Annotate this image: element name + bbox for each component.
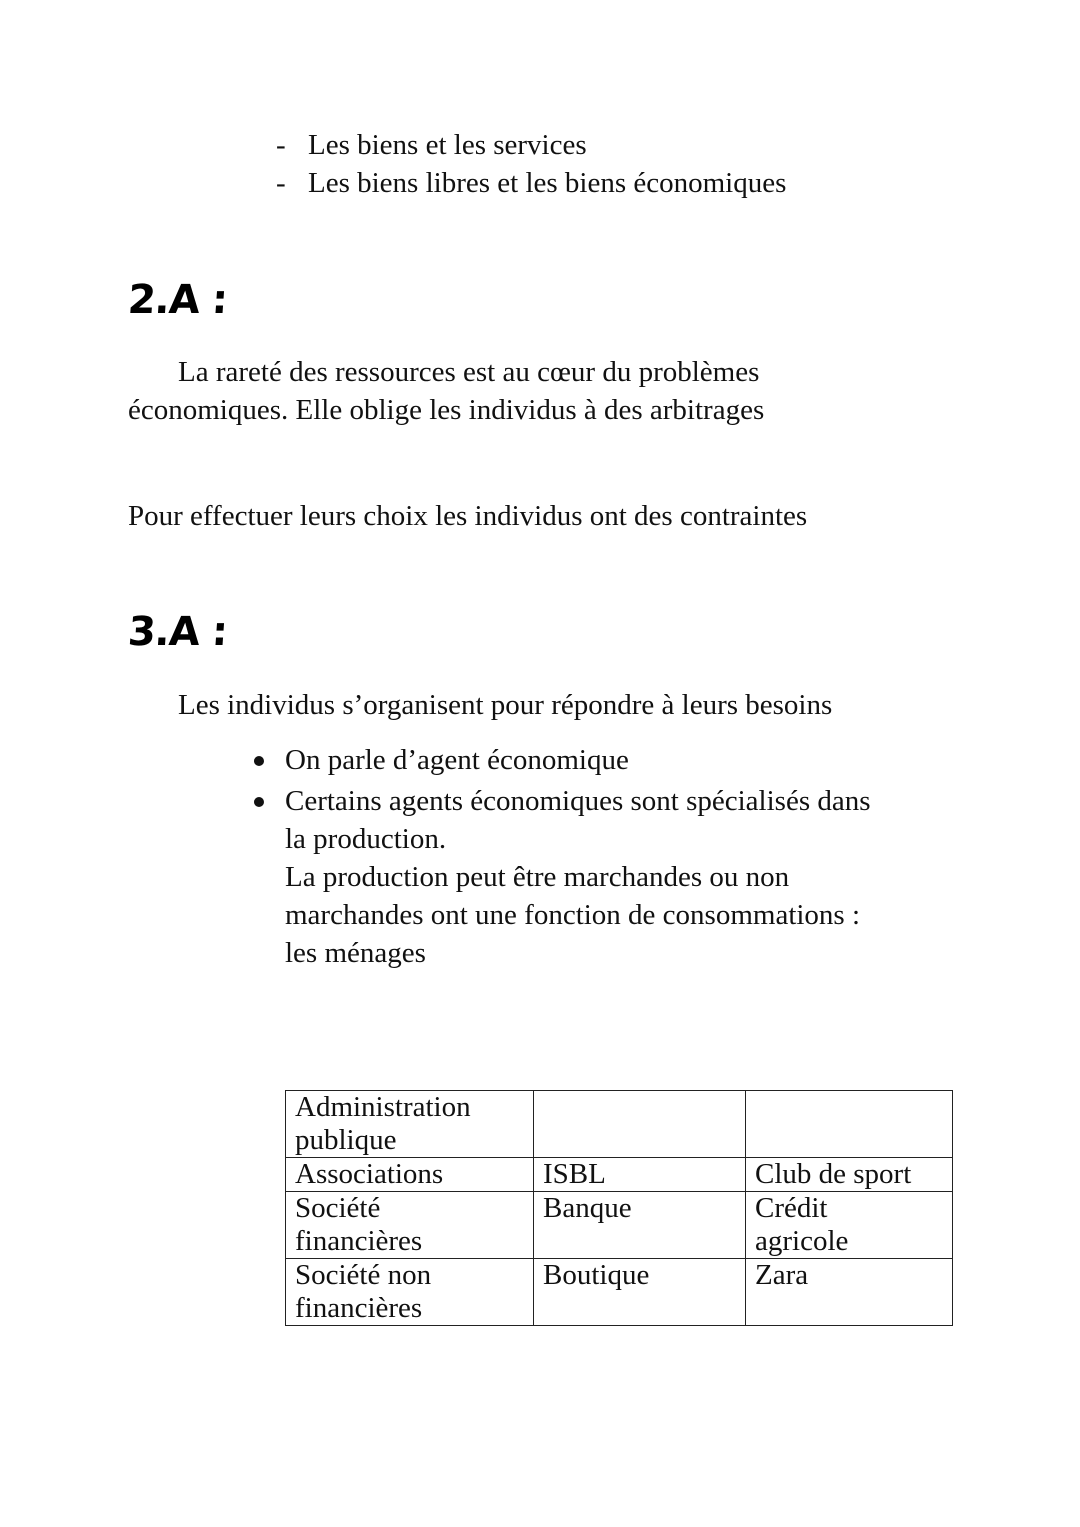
list-item-line: La production peut être marchandes ou non (285, 861, 790, 893)
paragraph-line: économiques. Elle oblige les individus à des arbitrages (128, 394, 765, 426)
section-heading-3a: 3.A : (126, 609, 229, 655)
list-item-line: les ménages (285, 937, 426, 969)
table-cell: Société financières (286, 1192, 534, 1259)
table-cell: Zara (746, 1259, 953, 1326)
list-item: Les biens et les services (308, 129, 587, 161)
table-row (286, 1091, 953, 1158)
bullet-dot-icon (254, 797, 264, 807)
table-cell: Associations (286, 1158, 534, 1192)
paragraph: Les individus s’organisent pour répondre à leurs besoins (178, 689, 833, 721)
bullet-dot-icon (254, 756, 264, 766)
table-cell: Crédit agricole (746, 1192, 953, 1259)
paragraph-line: La rareté des ressources est au cœur du problèmes (178, 356, 760, 388)
table-cell: Administration publique (286, 1091, 534, 1158)
dash-marker: - (276, 167, 286, 199)
dash-marker: - (276, 129, 286, 161)
table-cell (746, 1091, 953, 1158)
table-cell (534, 1091, 746, 1158)
paragraph: Pour effectuer leurs choix les individus ont des contraintes (128, 500, 808, 532)
list-item-line: Certains agents économiques sont spécialisés dans (285, 785, 871, 817)
table-row (286, 1158, 953, 1192)
table-cell: Banque (534, 1192, 746, 1259)
table-cell: ISBL (534, 1158, 746, 1192)
table-row (286, 1259, 953, 1326)
list-item: On parle d’agent économique (285, 744, 629, 776)
list-item-line: la production. (285, 823, 447, 855)
section-heading-2a: 2.A : (126, 277, 229, 323)
list-item-line: marchandes ont une fonction de consommations : (285, 899, 861, 931)
table-cell: Club de sport (746, 1158, 953, 1192)
table-cell: Boutique (534, 1259, 746, 1326)
list-item: Les biens libres et les biens économiques (308, 167, 787, 199)
agents-table (285, 1090, 953, 1326)
table-cell: Société non financières (286, 1259, 534, 1326)
table-row (286, 1192, 953, 1259)
